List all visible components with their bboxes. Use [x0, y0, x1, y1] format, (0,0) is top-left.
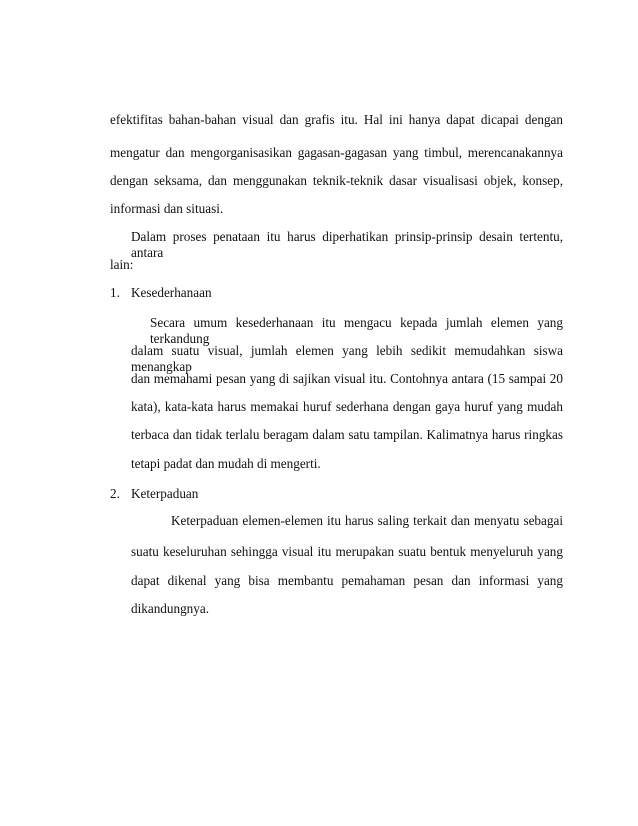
body-text-line: terbaca dan tidak terlalu beragam dalam satu tampilan. Kalimatnya harus ringkas: [131, 427, 563, 442]
body-text-line: suatu keseluruhan sehingga visual itu merupakan suatu bentuk menyeluruh yang: [131, 544, 563, 559]
body-text-line: informasi dan situasi.: [110, 201, 224, 216]
body-text-line: efektifitas bahan-bahan visual dan grafis itu. Hal ini hanya dapat dicapai dengan: [110, 112, 563, 127]
list-number: 2.: [110, 486, 120, 501]
body-text-line: dengan seksama, dan menggunakan teknik-teknik dasar visualisasi objek, konsep,: [110, 173, 563, 188]
body-text-line: Secara umum kesederhanaan itu mengacu kepada jumlah elemen yang terkandung: [150, 315, 563, 346]
body-text-line: mengatur dan mengorganisasikan gagasan-gagasan yang timbul, merencanakannya: [110, 145, 563, 160]
body-text-line: dan memahami pesan yang di sajikan visual itu. Contohnya antara (15 sampai 20: [131, 371, 563, 386]
body-text-line: Dalam proses penataan itu harus diperhatikan prinsip-prinsip desain tertentu, antara: [131, 229, 563, 260]
body-text-line: lain:: [110, 257, 134, 272]
list-number: 1.: [110, 285, 120, 300]
body-text-line: dikandungnya.: [131, 601, 210, 616]
body-text-line: kata), kata-kata harus memakai huruf sederhana dengan gaya huruf yang mudah: [131, 399, 563, 414]
body-text-line: dalam suatu visual, jumlah elemen yang lebih sedikit memudahkan siswa menangkap: [131, 343, 563, 374]
body-text-line: dapat dikenal yang bisa membantu pemahaman pesan dan informasi yang: [131, 573, 563, 588]
body-text-line: tetapi padat dan mudah di mengerti.: [131, 456, 321, 471]
list-item-title: Keterpaduan: [131, 486, 199, 501]
list-item-title: Kesederhanaan: [131, 285, 212, 300]
body-text-line: Keterpaduan elemen-elemen itu harus saling terkait dan menyatu sebagai: [171, 513, 563, 528]
